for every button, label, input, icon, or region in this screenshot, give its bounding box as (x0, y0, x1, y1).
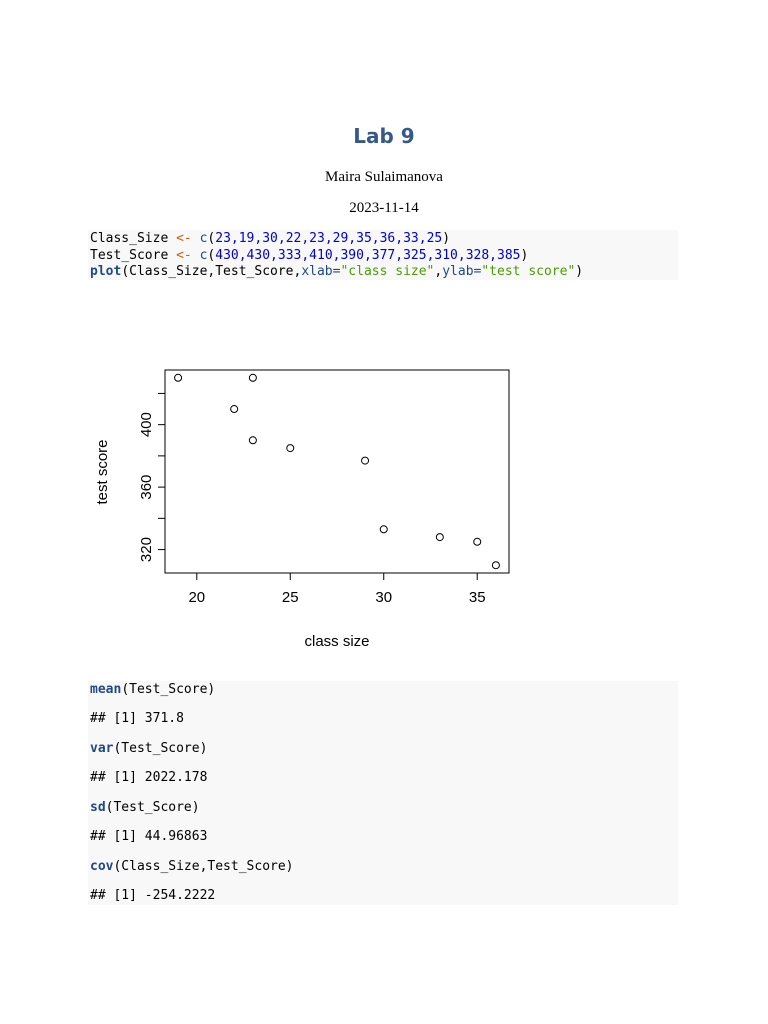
numeric-values: 430,430,333,410,390,377,325,310,328,385 (215, 247, 521, 263)
function-name: var (90, 741, 114, 756)
output-var: ## [1] 2022.178 (90, 770, 208, 785)
function-name: mean (90, 682, 122, 697)
data-point (492, 562, 499, 569)
plot-args: (Class_Size,Test_Score, (121, 264, 302, 279)
data-points (175, 374, 500, 568)
comma: , (434, 264, 443, 279)
x-axis-label: class size (304, 633, 370, 650)
y-tick-label: 360 (138, 474, 155, 500)
function-name: cov (90, 859, 114, 874)
paren-open: ( (207, 231, 216, 246)
paren-close: ) (520, 247, 529, 263)
xlab-value: "class size" (340, 264, 435, 279)
numeric-values: 23,19,30,22,23,29,35,36,33,25 (215, 231, 443, 246)
ylab-value: "test score" (481, 264, 576, 279)
y-axis (138, 393, 165, 562)
code-line-var (90, 741, 207, 756)
code-line-mean (90, 682, 215, 697)
assign-operator: <- (168, 247, 200, 263)
data-point (287, 445, 294, 452)
x-axis (188, 573, 485, 606)
paren-open: ( (207, 247, 216, 263)
xlab-key: xlab= (301, 264, 341, 279)
data-point (362, 457, 369, 464)
ylab-key: ylab= (442, 264, 482, 279)
output-sd: ## [1] 44.96863 (90, 829, 208, 844)
var-name: Test_Score (90, 247, 169, 263)
var-name: Class_Size (90, 231, 169, 246)
code-block-assign-plot (88, 230, 678, 280)
function-name: c (199, 247, 208, 263)
code-line-plot (90, 264, 678, 281)
output-mean: ## [1] 371.8 (90, 711, 184, 726)
function-args: (Test_Score) (113, 741, 208, 756)
document-title: Lab 9 (353, 124, 415, 148)
code-line-class-size (90, 231, 678, 248)
assign-operator: <- (168, 231, 200, 246)
function-name: c (199, 231, 208, 246)
x-tick-label: 25 (281, 589, 299, 606)
function-name: sd (90, 800, 106, 815)
data-point (249, 437, 256, 444)
data-point (249, 374, 256, 381)
y-tick-label: 400 (138, 412, 155, 438)
code-line-cov (90, 859, 294, 874)
x-tick-label: 20 (188, 589, 206, 606)
code-line-test-score (90, 248, 678, 265)
function-args: (Test_Score) (121, 682, 216, 697)
function-name: plot (90, 264, 122, 279)
plot-frame (165, 370, 509, 573)
function-args: (Class_Size,Test_Score) (113, 859, 294, 874)
document-date: 2023-11-14 (349, 200, 419, 216)
y-axis-label: test score (94, 439, 111, 505)
data-point (380, 526, 387, 533)
data-point (436, 534, 443, 541)
y-tick-label: 320 (138, 537, 155, 563)
output-cov: ## [1] -254.2222 (90, 888, 216, 903)
paren-close: ) (575, 264, 584, 279)
x-tick-label: 30 (375, 589, 393, 606)
data-point (175, 374, 182, 381)
data-point (231, 406, 238, 413)
scatter-plot (90, 360, 530, 660)
author-name: Maira Sulaimanova (325, 169, 443, 185)
paren-close: ) (442, 231, 451, 246)
code-line-sd (90, 800, 200, 815)
x-tick-label: 35 (468, 589, 486, 606)
code-block-stats (88, 681, 678, 905)
data-point (474, 538, 481, 545)
function-args: (Test_Score) (105, 800, 200, 815)
